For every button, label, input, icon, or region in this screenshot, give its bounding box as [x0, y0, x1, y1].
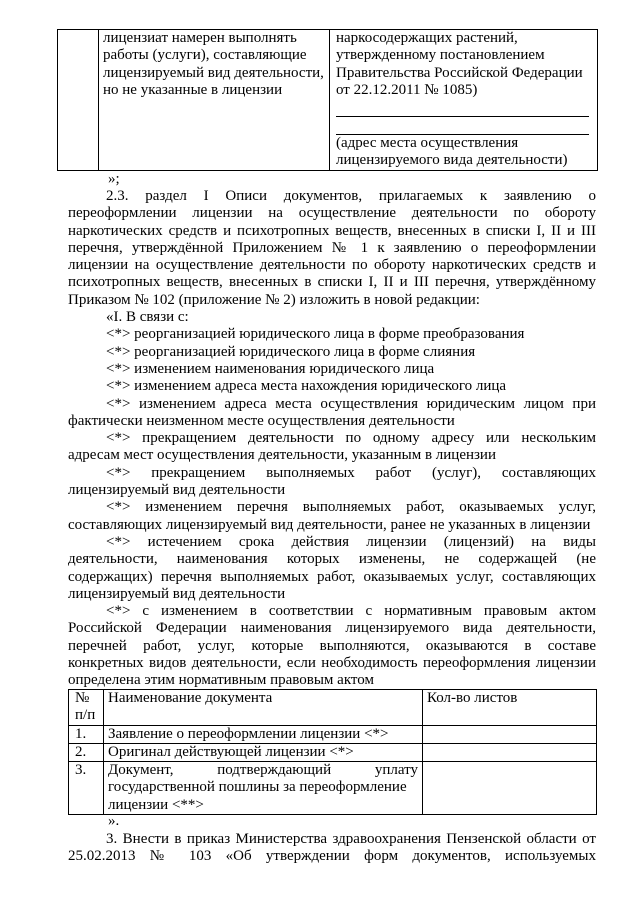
activity-cell [99, 30, 330, 171]
closing-quote: »; [108, 171, 120, 187]
text-line: 3. Внести в приказ Министерства здравоохранения Пензенской области от [106, 831, 596, 847]
text-line: наркотических средств и психотропных веществ, внесенных в списки I, II и III [68, 222, 596, 239]
list-item: <*> изменением адреса места нахождения юридического лица [106, 378, 507, 395]
blank-line [336, 99, 589, 117]
cell-note: лицензируемого вида деятельности) [336, 152, 568, 169]
paragraph-2-3 [68, 188, 596, 690]
list-item: <*> изменением наименования юридического лица [106, 360, 435, 377]
cell-line: лицензируемый вид деятельности, [103, 64, 324, 81]
text-line: психотропных веществ, внесенных в списки I, II и III перечня, утверждённому [68, 274, 596, 291]
row-sheets [423, 725, 597, 743]
text-line: переоформлении лицензии на осуществление деятельности по обороту [68, 205, 596, 222]
paragraph-3 [68, 831, 596, 866]
row-num: 2. [69, 743, 104, 761]
header-sheets: Кол-во листов [423, 690, 597, 726]
row-sheets [423, 762, 597, 815]
text-line: лицензии на осуществление деятельности по обороту наркотических средств и [68, 257, 596, 274]
list-intro: «I. В связи с: [106, 309, 189, 326]
list-item: <*> прекращением деятельности по одному адресу или нескольким адресам мест осуществления деятельности, указанным в лицензии [68, 430, 596, 464]
cell-line: работы (услуги), составляющие [103, 47, 307, 64]
cell-line: от 22.12.2011 № 1085) [336, 81, 478, 98]
text-line: Приказом № 102 (приложение № 2) изложить в новой редакции: [68, 291, 480, 308]
address-cell [330, 30, 598, 171]
cell-line: лицензиат намерен выполнять [103, 30, 297, 46]
table-row [69, 743, 597, 761]
cell-line: утвержденному постановлением [336, 47, 545, 64]
list-item: <*> истечением срока действия лицензии (лицензий) на виды деятельности, наименования которых изменены, не содержащей (не содержащих) перечня выполняемых работ, оказываемых услуг, составляющих лицензируемый вид деятельности [68, 533, 596, 602]
cell-line: но не указанные в лицензии [103, 81, 283, 98]
row-name: Документ, подтверждающий уплату государственной пошлины за переоформление лицензии <**> [104, 762, 423, 815]
row-num: 3. [69, 762, 104, 815]
empty-cell [58, 30, 99, 171]
list-item: <*> изменением адреса места осуществления юридическим лицом при фактически неизменном месте осуществления деятельности [68, 395, 596, 429]
row-name: Заявление о переоформлении лицензии <*> [104, 725, 423, 743]
row-name: Оригинал действующей лицензии <*> [104, 743, 423, 761]
list-item: <*> реорганизацией юридического лица в форме слияния [106, 343, 476, 360]
blank-line [336, 117, 589, 135]
table-row [69, 762, 597, 815]
documents-table [68, 689, 597, 815]
list-item: <*> с изменением в соответствии с нормативным правовым актом Российской Федерации наименования лицензируемого вида деятельности, перечней работ, услуг, которые выполняются, оказываются в составе конкретных видов деятельности, если необходимость переоформления лицензии определена этим нормативным правовым актом [68, 603, 596, 689]
row-num: 1. [69, 725, 104, 743]
text-line: 25.02.2013 № 103 «Об утверждении форм документов, используемых [68, 848, 596, 865]
header-num: № п/п [69, 690, 104, 726]
table-row [69, 725, 597, 743]
list-item: <*> прекращением выполняемых работ (услуг), составляющих лицензируемый вид деятельности [68, 464, 596, 499]
row-sheets [423, 743, 597, 761]
continued-table [57, 29, 598, 171]
closing-quote: ». [108, 813, 120, 829]
cell-line: наркосодержащих растений, [336, 30, 518, 46]
list-item: <*> изменением перечня выполняемых работ, оказываемых услуг, составляющих лицензируемый вид деятельности, ранее не указанных в лицензии [68, 499, 596, 533]
header-name: Наименование документа [104, 690, 423, 726]
cell-note: (адрес места осуществления [336, 135, 519, 152]
text-line: 2.3. раздел I Описи документов, прилагаемых к заявлению о [106, 188, 596, 204]
text-line: перечня, утверждённой Приложением № 1 к заявлению о переоформлении [68, 239, 596, 256]
list-item: <*> реорганизацией юридического лица в форме преобразования [106, 326, 525, 343]
cell-line: Правительства Российской Федерации [336, 64, 583, 81]
table-header-row [69, 690, 597, 726]
